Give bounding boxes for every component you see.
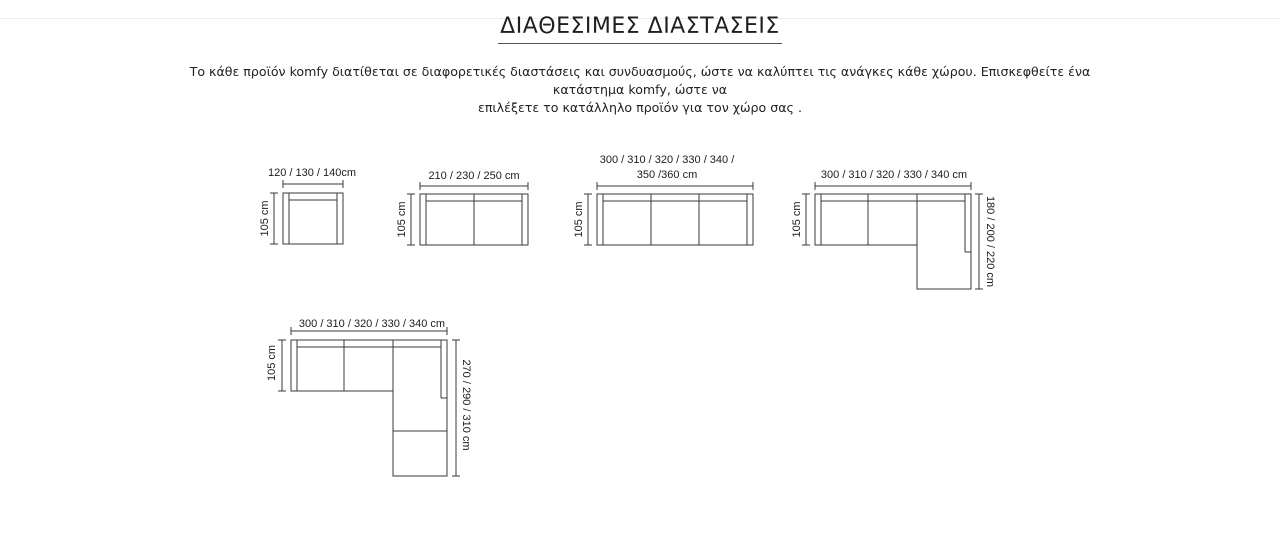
chaise-sofa-chaise-label: 180 / 200 / 220 cm bbox=[984, 195, 996, 288]
sofa-two-seat-diagram bbox=[407, 182, 528, 245]
section-title: ΔΙΑΘΕΣΙΜΕΣ ΔΙΑΣΤΑΣΕΙΣ bbox=[498, 14, 782, 44]
corner-sofa-depth-label: 105 cm bbox=[266, 344, 278, 382]
description-line-1: Το κάθε προϊόν komfy διατίθεται σε διαφορετικές διαστάσεις και συνδυασμούς, ώστε να καλύπτει τις ανάγκες κάθε χώρου. Επισκεφθείτε ένα κατάστημα komfy, ώστε να bbox=[189, 64, 1091, 97]
corner-sofa-depth-dimension-line bbox=[278, 340, 286, 391]
sofa-three-seat-outline bbox=[597, 194, 753, 245]
sofa-three-seat-width-label-line-1: 300 / 310 / 320 / 330 / 340 / bbox=[599, 154, 735, 166]
corner-sofa-diagram bbox=[278, 327, 460, 476]
corner-sofa-side-label: 270 / 290 / 310 cm bbox=[460, 359, 472, 451]
sofa-two-seat-depth-dimension-line bbox=[407, 194, 415, 245]
chaise-sofa-outline bbox=[815, 194, 971, 289]
sofa-two-seat-width-dimension-line bbox=[420, 182, 528, 190]
armchair-outline bbox=[283, 193, 343, 244]
sofa-two-seat-outline bbox=[420, 194, 528, 245]
sofa-three-seat-width-label-line-2: 350 /360 cm bbox=[636, 169, 698, 181]
armchair-width-label: 120 / 130 / 140cm bbox=[267, 167, 357, 179]
sofa-three-seat-diagram bbox=[584, 182, 753, 245]
sofa-two-seat-width-label: 210 / 230 / 250 cm bbox=[428, 170, 520, 182]
sofa-three-seat-width-dimension-line bbox=[597, 182, 753, 190]
chaise-sofa-width-dimension-line bbox=[815, 182, 971, 190]
chaise-sofa-diagram bbox=[802, 182, 983, 289]
description-line-2: επιλέξετε το κατάλληλο προϊόν για τον χώρο σας . bbox=[478, 100, 802, 115]
corner-sofa-outline bbox=[291, 340, 447, 476]
armchair-depth-dimension-line bbox=[270, 193, 278, 244]
armchair-diagram bbox=[270, 180, 343, 244]
chaise-sofa-chaise-dimension-line bbox=[975, 194, 983, 289]
sofa-two-seat-depth-label: 105 cm bbox=[396, 201, 408, 238]
chaise-sofa-depth-label: 105 cm bbox=[791, 201, 803, 238]
armchair-depth-label: 105 cm bbox=[259, 200, 271, 237]
chaise-sofa-width-label: 300 / 310 / 320 / 330 / 340 cm bbox=[820, 169, 968, 181]
corner-sofa-side-dimension-line bbox=[452, 340, 460, 476]
corner-sofa-width-label: 300 / 310 / 320 / 330 / 340 cm bbox=[298, 318, 446, 330]
sofa-three-seat-depth-dimension-line bbox=[584, 194, 592, 245]
sofa-three-seat-depth-label: 105 cm bbox=[573, 201, 585, 238]
chaise-sofa-depth-dimension-line bbox=[802, 194, 810, 245]
armchair-width-dimension-line bbox=[283, 180, 343, 188]
